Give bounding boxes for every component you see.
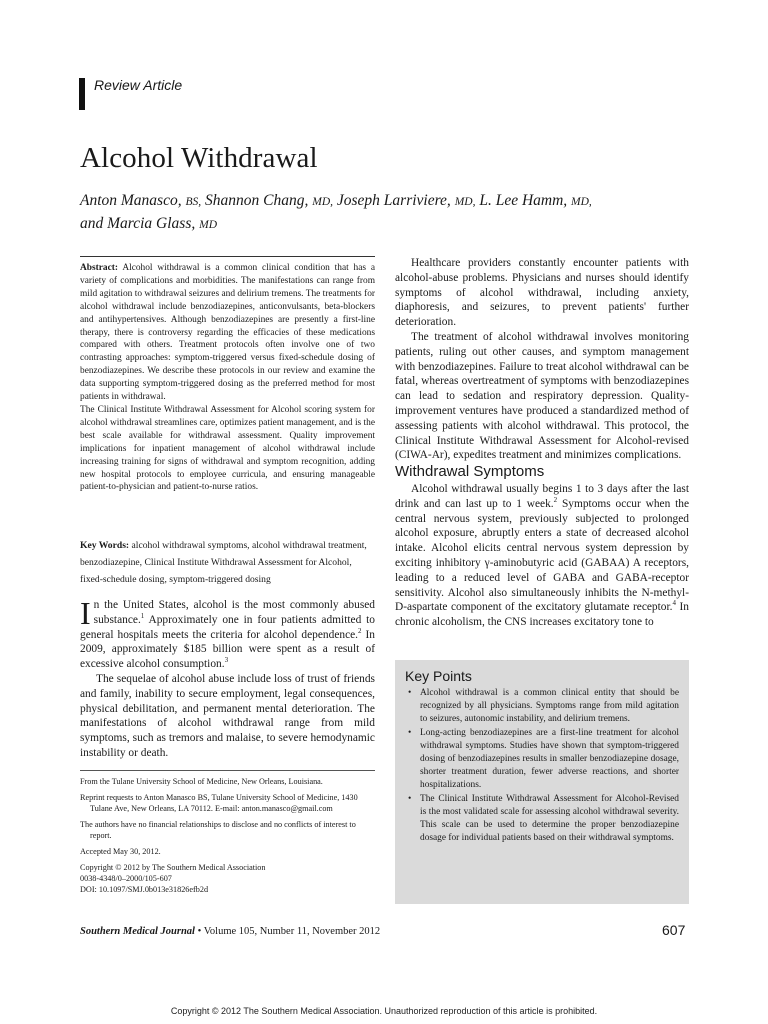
reference-marker: 4 (672, 599, 676, 608)
author-list (80, 190, 680, 236)
footnote-copyright: Copyright © 2012 by The Southern Medical Association (80, 863, 266, 872)
journal-issue: Volume 105, Number 11, November 2012 (203, 926, 381, 937)
key-point-text: The Clinical Institute Withdrawal Assessment for Alcohol-Revised is the most validated scale for assessing alcohol withdrawal severity. This scale can be used to determine the proper benzodiazepine dosage for individual patients based on their withdrawal symptoms. (420, 793, 679, 844)
body-paragraph (80, 595, 376, 672)
author-degree: MD, (312, 196, 333, 208)
copyright-notice: Copyright © 2012 The Southern Medical Association. Unauthorized reproduction of this article is prohibited. (170, 1006, 598, 1016)
abstract (80, 262, 375, 494)
key-points-heading: Key Points (405, 668, 472, 684)
reference-marker: 2 (553, 496, 558, 504)
author-degree: BS, (185, 196, 202, 208)
body-paragraph (395, 482, 689, 630)
section-label: Review Article (94, 77, 183, 93)
footnotes (80, 770, 375, 895)
journal-name: Southern Medical Journal (80, 926, 195, 937)
abstract-divider (80, 256, 375, 257)
author-degree: MD, (454, 196, 476, 208)
abstract-text: Alcohol withdrawal is a common clinical condition that has a variety of complications and morbidities. The manifestations can range from mild agitation to withdrawal seizures and delirium tremens. The treatments for alcohol withdrawal include benzodiazepines, anticonvulsants, beta-blockers and antihypertensives. Although benzodiazepines are presently a first-line therapy, there is controversy regarding the efficacies of these medications compared with others. Treatment protocols often involve one of two contrasting approaches: symptom-triggered versus fixed-schedule dosing of benzodiazepines. We describe these protocols in our review and examine the data supporting symptom-triggered dosing as the preferred method for most patients in withdrawal. (80, 263, 375, 403)
footnote-doi: DOI: 10.1097/SMJ.0b013e31826efb2d (80, 885, 209, 894)
abstract-paragraph (80, 262, 375, 404)
key-point-text: Alcohol withdrawal is a common clinical entity that should be recognized by all physicians. Symptoms range from mild agitation to seizures, autonomic instability, and delirium tremens. (420, 688, 679, 725)
body-text: Symptoms occur when the central nervous system, previously subjected to prolonged alcohol exposure, abruptly enters a state of decreased alcohol intake. Alcohol elicits central nervous system depression by exciting inhibitory γ-aminobutyric acid (GABAA) A receptors, leading to a reduced level of GABA and GABA-receptor sensitivity. Alcohol also simultaneously inhibits the N-methyl-D-aspartate component of the excitatory glutamate receptor. (395, 497, 690, 614)
abstract-paragraph: The Clinical Institute Withdrawal Assessment for Alcohol scoring system for alcohol withdrawal streamlines care, optimizes patient management, and is the best scale available for withdrawal assessment. Quality improvement implications for inpatient management of alcohol withdrawal include increasing training for signs of withdrawal and symptom recognition, adding new hospital protocols to employee curricula, and ensuring manageable patient-to-physician and patient-to-nurse ratios. (80, 404, 375, 493)
bullet-icon: • (408, 727, 412, 738)
author-name: and Marcia Glass, (80, 215, 196, 232)
reference-marker: 3 (224, 656, 229, 665)
body-text: n the United States, alcohol is the most commonly abused substance. (93, 599, 375, 626)
key-point-item (405, 793, 679, 846)
page-number: 607 (662, 922, 686, 938)
section-bar (79, 78, 85, 110)
footer-separator: • (197, 926, 202, 937)
key-point-item (405, 687, 679, 727)
author-name: Anton Manasco, (80, 192, 182, 209)
section-heading-withdrawal-symptoms: Withdrawal Symptoms (395, 463, 545, 480)
body-text: In 2009, approximately $185 billion were spent as a result of excessive alcohol consumption. (80, 628, 376, 671)
author-name: Joseph Larriviere, (336, 192, 451, 209)
footnote-accepted: Accepted May 30, 2012. (80, 847, 161, 856)
body-text: In chronic alcoholism, the CNS increases excitatory tone to (395, 601, 689, 629)
bullet-icon: • (408, 793, 412, 804)
key-points-list (405, 687, 679, 845)
footnote-reprint: Reprint requests to Anton Manasco BS, Tulane University School of Medicine, 1430 Tulane Ave, New Orleans, LA 70112. E-mail: anton.manasco@gmail.com (80, 793, 358, 813)
body-paragraph: Healthcare providers constantly encounter patients with alcohol-abuse problems. Physicians and nurses should identify symptoms of alcohol withdrawal, including anxiety, diaphoresis, and seizures, to prevent patients' further deterioration. (395, 257, 689, 329)
keywords (80, 537, 375, 588)
bullet-icon: • (408, 688, 412, 698)
body-text: Approximately one in four patients admitted to general hospitals meets the criteria for alcohol dependence. (80, 613, 375, 641)
journal-footer (80, 926, 380, 937)
reference-marker: 1 (140, 612, 145, 620)
key-point-item (405, 727, 679, 793)
article-title: Alcohol Withdrawal (80, 142, 318, 174)
author-name: Shannon Chang, (205, 192, 309, 209)
keywords-text: alcohol withdrawal symptoms, alcohol withdrawal treatment, benzodiazepine, Clinical Institute Withdrawal Assessment for Alcohol, fixed-schedule dosing, symptom-triggered dosing (80, 540, 367, 585)
reference-marker: 2 (358, 626, 362, 635)
footnote-issn: 0038-4348/0–2000/105-607 (80, 874, 172, 883)
intro-body (80, 595, 376, 761)
footnote-affiliation: From the Tulane University School of Medicine, New Orleans, Louisiana. (80, 777, 323, 786)
author-degree: MD (199, 219, 218, 231)
body-text: Alcohol withdrawal usually begins 1 to 3 days after the last drink and can last up to 1 week. (395, 483, 689, 510)
key-point-text: Long-acting benzodiazepines are a first-line treatment for alcohol withdrawal symptoms. Studies have shown that symptom-triggered dosing of benzodiazepines results in smaller benzodiazepine dosage, shorter treatment duration, fewer adverse reactions, and shorter hospitalizations. (420, 727, 679, 791)
overview-body (395, 256, 689, 463)
drop-cap: I (80, 595, 91, 631)
abstract-label: Abstract: (80, 263, 119, 273)
author-degree: MD, (571, 196, 592, 208)
author-name: L. Lee Hamm, (479, 192, 568, 209)
withdrawal-symptoms-body (395, 482, 689, 630)
body-paragraph: The sequelae of alcohol abuse include loss of trust of friends and family, inability to secure employment, legal consequences, physical debilitation, and permanent mental deterioration. The manifestations of alcohol withdrawal range from mild symptoms, such as tremors and malaise, to severe hemodynamic instability or death. (80, 672, 375, 759)
key-points-box (395, 660, 689, 904)
keywords-label: Key Words: (80, 540, 130, 551)
body-paragraph: The treatment of alcohol withdrawal involves monitoring patients, ruling out other causes, and symptom management with benzodiazepines. Failure to treat alcohol withdrawal can be fatal, whereas overtreatment of symptoms with benzodiazepines can lead to sedation and respiratory depression. Quality-improvement ventures have produced a standardized method of assessing patients with alcohol withdrawal. This protocol, the Clinical Institute Withdrawal Assessment for Alcohol-revised (CIWA-Ar), expedites treatment and minimizes complications. (395, 330, 689, 462)
footnote-disclosure: The authors have no financial relationships to disclose and no conflicts of interest to report. (80, 820, 356, 840)
